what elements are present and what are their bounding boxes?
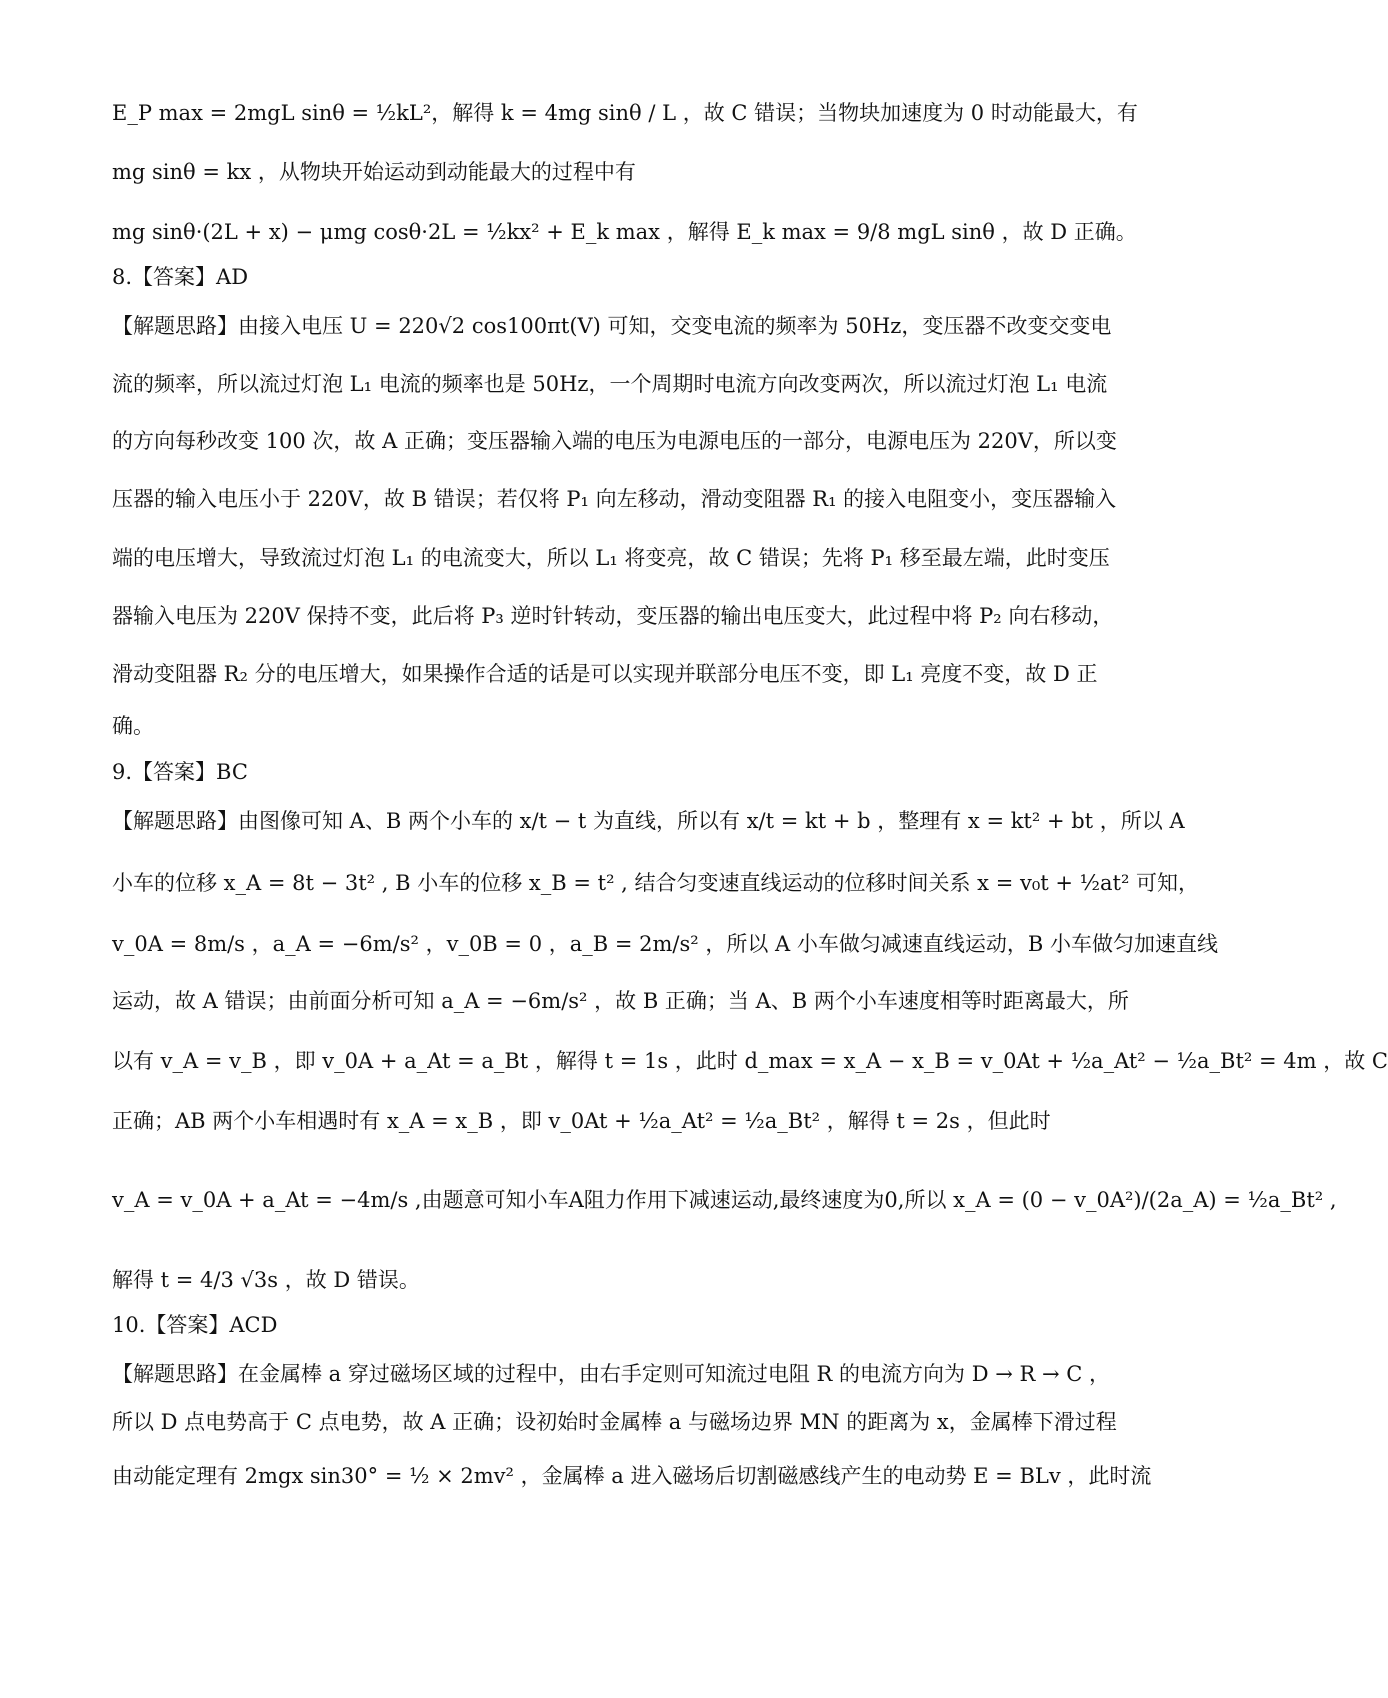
text-line: 的方向每秒改变 100 次，故 A 正确；变压器输入端的电压为电源电压的一部分，电源电压为 220V，所以变 [112,429,1117,453]
text-line: 压器的输入电压小于 220V，故 B 错误；若仅将 P₁ 向左移动，滑动变阻器 R₁ 的接入电阻变小，变压器输入 [112,487,1117,511]
text-line: 解得 t = 4/3 √3s ，故 D 错误。 [112,1268,420,1292]
text-line: 运动，故 A 错误；由前面分析可知 a_A = −6m/s² ，故 B 正确；当 A、B 两个小车速度相等时距离最大，所 [112,989,1129,1013]
answer-heading: 10.【答案】ACD [112,1313,278,1337]
text-line: 由动能定理有 2mgx sin30° = ½ × 2mv² ，金属棒 a 进入磁场后切割磁感线产生的电动势 E = BLv ，此时流 [112,1464,1152,1488]
text-line: E_P max = 2mgL sinθ = ½kL²，解得 k = 4mg sinθ / L ，故 C 错误；当物块加速度为 0 时动能最大，有 [112,101,1138,125]
text-line: 【解题思路】由图像可知 A、B 两个小车的 x/t − t 为直线，所以有 x/t = kt + b ，整理有 x = kt² + bt ，所以 A [112,809,1185,833]
text-line: 确。 [112,714,154,738]
text-line: 正确；AB 两个小车相遇时有 x_A = x_B ，即 v_0At + ½a_At² = ½a_Bt² ，解得 t = 2s ，但此时 [112,1109,1051,1133]
text-line: 所以 D 点电势高于 C 点电势，故 A 正确；设初始时金属棒 a 与磁场边界 MN 的距离为 x，金属棒下滑过程 [112,1410,1117,1434]
text-line: 滑动变阻器 R₂ 分的电压增大，如果操作合适的话是可以实现并联部分电压不变，即 L₁ 亮度不变，故 D 正 [112,662,1098,686]
text-line: 小车的位移 x_A = 8t − 3t² , B 小车的位移 x_B = t² , 结合匀变速直线运动的位移时间关系 x = v₀t + ½at² 可知， [112,871,1200,895]
text-line: 【解题思路】在金属棒 a 穿过磁场区域的过程中，由右手定则可知流过电阻 R 的电流方向为 D → R → C ， [112,1362,1110,1386]
text-line: 以有 v_A = v_B ，即 v_0A + a_At = a_Bt ，解得 t = 1s ，此时 d_max = x_A − x_B = v_0At + ½a_At² − ½a_Bt² = 4m ，故 C [112,1049,1388,1073]
text-line: v_A = v_0A + a_At = −4m/s ,由题意可知小车A阻力作用下减速运动,最终速度为0,所以 x_A = (0 − v_0A²)/(2a_A) = ½a_Bt² , [112,1188,1337,1212]
text-line: 流的频率，所以流过灯泡 L₁ 电流的频率也是 50Hz，一个周期时电流方向改变两次，所以流过灯泡 L₁ 电流 [112,372,1108,396]
text-line: 【解题思路】由接入电压 U = 220√2 cos100πt(V) 可知，交变电流的频率为 50Hz，变压器不改变交变电 [112,314,1112,338]
text-line: mg sinθ·(2L + x) − μmg cosθ·2L = ½kx² + E_k max ，解得 E_k max = 9/8 mgL sinθ ，故 D 正确。 [112,220,1137,244]
text-line: v_0A = 8m/s ，a_A = −6m/s² ，v_0B = 0 ，a_B = 2m/s² ，所以 A 小车做匀减速直线运动，B 小车做匀加速直线 [112,932,1218,956]
text-line: 端的电压增大，导致流过灯泡 L₁ 的电流变大，所以 L₁ 将变亮，故 C 错误；先将 P₁ 移至最左端，此时变压 [112,546,1110,570]
answer-heading: 9.【答案】BC [112,760,248,784]
text-line: 器输入电压为 220V 保持不变，此后将 P₃ 逆时针转动，变压器的输出电压变大，此过程中将 P₂ 向右移动， [112,604,1114,628]
answer-heading: 8.【答案】AD [112,265,249,289]
text-line: mg sinθ = kx ，从物块开始运动到动能最大的过程中有 [112,160,636,184]
